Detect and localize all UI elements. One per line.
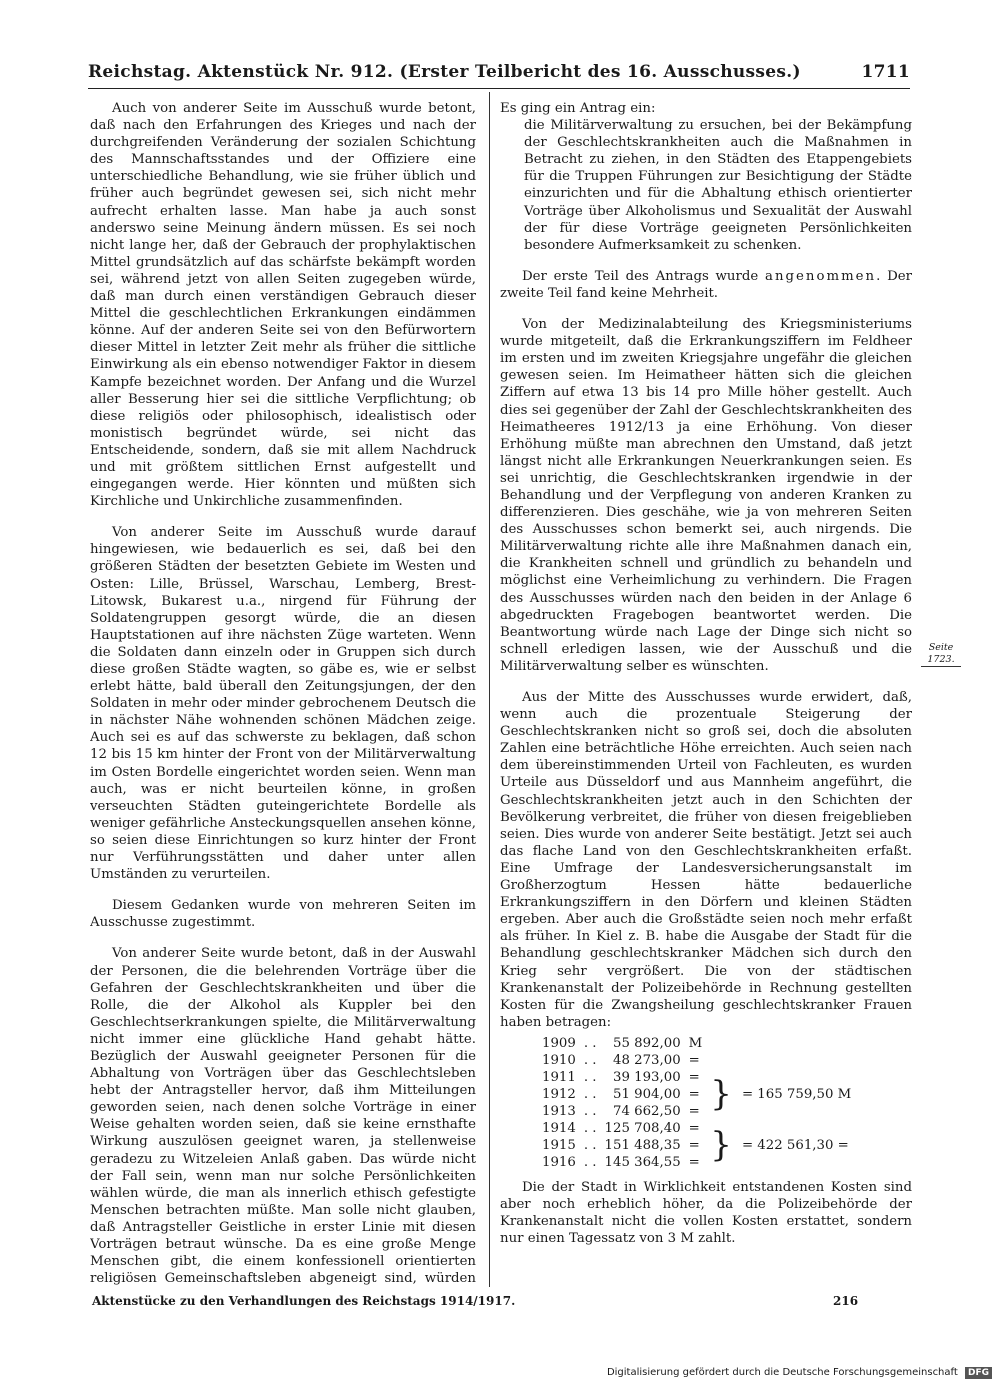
cost-amount: 151 488,35 [604, 1137, 681, 1153]
cost-dots: . . [583, 1120, 597, 1136]
cost-dots: . . [583, 1086, 597, 1102]
left-paragraph-1: Auch von anderer Seite im Ausschuß wurde betont, daß nach den Erfahrungen des Krieges und nach der durchgreifenden Veränderung der sozialen Schichtung des Mannschaftsstandes und der Offiziere eine unterschiedliche Behandlung, wie sie früher üblich und früher auch begründet gewesen sei, sich nicht mehr aufrecht erhalten lasse. Man habe ja auch sonst anderswo seine Meinung ändern müssen. Es sei noch nicht lange her, daß der Gebrauch der prophylaktischen Mittel grundsätzlich auf das schärfste bekämpft worden sei, während jetzt von allen Seiten zugegeben würde, daß man durch einen verständigen Gebrauch dieser Mittel die geschlechtlichen Erkrankungen eindämmen könne. Auf der anderen Seite sei von den Befürwortern dieser Mittel in letzter Zeit mehr als früher die sittliche Einwirkung als ein ebenso notwendiger Faktor in diesem Kampfe bezeichnet worden. Der Anfang und die Wurzel aller Besserung hier sei die sittliche Verpflichtung; ob diese religiös oder philosophisch, idealistisch oder monistisch begründet würde, sei nicht das Entscheidende, sondern, daß sie mit allem Nachdruck und mit größtem sittlichen Ernst aufgestellt und eingegangen werde. Hier könnten und müßten sich Kirchliche und Unkirchliche zusammenfinden. [90, 101, 476, 510]
motion-result-pre: Der erste Teil des Antrags wurde [522, 268, 766, 284]
cost-year: 1911 [542, 1069, 576, 1085]
motion-intro: Es ging ein Antrag ein: [500, 101, 656, 116]
cost-amount: 74 662,50 [612, 1103, 681, 1119]
footer-publication: Aktenstücke zu den Verhandlungen des Reichstags 1914/1917. [92, 1294, 516, 1308]
brace-glyph: } [710, 1074, 732, 1115]
right-paragraph-reply: Aus der Mitte des Ausschusses wurde erwidert, daß, wenn auch die prozentuale Steigerung der Geschlechtskranken nicht so groß sei, doch die absoluten Zahlen eine beträchtliche Höhe erreichten. Auch seien nach dem übereinstimmenden Urteil von Fachleuten, es wurden Urteile aus Düsseldorf und aus Mannheim angeführt, die Geschlechtskrankheiten jetzt auch in den Schichten der Bevölkerung verbreitet, die früher von diesen freigeblieben seien. Dies wurde von anderer Seite bestätigt. Jetzt sei auch das flache Land von den Geschlechtskrankheiten erfaßt. Eine Umfrage der Landesversicherungsanstalt im Großherzogtum Hessen hätte bedauerliche Erkrankungsziffern in den Dörfern und kleinen Städten ergeben. Aber auch die Großstädte seien noch mehr erfaßt als früher. In Kiel z. B. habe die Ausgabe der Stadt für die Behandlung geschlechtskranker Mädchen sich durch den Krieg sehr vergrößert. Die von der städtischen Krankenanstalt der Polizeibehörde in Rechnung gestellten Kosten für die Zwangsheilung geschlechtskranker Frauen haben betragen: [500, 690, 912, 1030]
cost-amount: 125 708,40 [604, 1120, 681, 1136]
margin-page-reference [921, 642, 961, 667]
cost-year: 1914 [542, 1120, 576, 1136]
cost-year: 1909 [542, 1035, 576, 1051]
page-number: 1711 [861, 62, 910, 82]
cost-dots: . . [583, 1103, 597, 1119]
cost-amount: 48 273,00 [612, 1052, 681, 1068]
margin-note-page: 1723. [921, 654, 961, 667]
header-rule [88, 88, 910, 89]
cost-dots: . . [583, 1154, 597, 1170]
motion-result-accepted: angenommen [765, 268, 877, 284]
cost-year: 1910 [542, 1052, 576, 1068]
cost-amount: 39 193,00 [612, 1069, 681, 1085]
cost-unit: = [688, 1069, 700, 1085]
cost-amount: 51 904,00 [612, 1086, 681, 1102]
cost-unit: = [688, 1052, 700, 1068]
cost-row [538, 1120, 855, 1137]
cost-dots: . . [583, 1035, 597, 1051]
cost-dots: . . [583, 1069, 597, 1085]
cost-amount: 145 364,55 [604, 1154, 681, 1170]
cost-row [538, 1069, 855, 1086]
page-header [0, 62, 910, 86]
cost-year: 1912 [542, 1086, 576, 1102]
cost-row [538, 1052, 855, 1069]
right-paragraph-closing: Die der Stadt in Wirklichkeit entstandenen Kosten sind aber noch erheblich höher, da die Polizeibehörde der Krankenanstalt nicht die vollen Kosten erstattet, sondern nur einen Tagessatz von 3 M zahlt. [500, 1179, 912, 1247]
left-paragraph-4: Von anderer Seite wurde betont, daß in der Auswahl der Personen, die die belehrenden Vorträge über die Gefahren der Geschlechtskrankheiten und über die Rolle, die der Alkohol als Kuppler bei den Geschlechtserkrankungen spielte, die Militärverwaltung nicht immer eine glückliche Hand gehabt hätte. Bezüglich der Auswahl geeigneter Personen für die Abhaltung von Vorträgen über das Geschlechtsleben hebt der Antragsteller hervor, daß ihm Mitteilungen geworden seien, nach denen solche Vorträge in einer Weise gehalten worden seien, daß sie keine ernsthafte Wirkung auszulösen geeignet waren, ja stellenweise geradezu zu Witzeleien Anlaß gaben. Das würde nicht der Fall sein, wenn man nur solche Persönlichkeiten wählen würde, die man als innerlich ethisch gefestigte Menschen betrachten müßte. Man solle nicht glauben, daß Antragsteller Geistliche in erster Linie mit diesen Vorträgen betraut wünsche. Da es eine große Menge Menschen gibt, die einem konfessionell orientierten religiösen Gemeinschaftsleben abgeneigt sind, würden [90, 946, 476, 1285]
cost-unit: = [688, 1137, 700, 1153]
cost-unit: = [688, 1120, 700, 1136]
left-paragraph-3: Diesem Gedanken wurde von mehreren Seiten im Ausschusse zugestimmt. [90, 898, 476, 931]
cost-sum-1914-1916: = 422 561,30 = [741, 1137, 849, 1153]
cost-unit: = [688, 1086, 700, 1102]
cost-year: 1915 [542, 1137, 576, 1153]
right-paragraph-ministry: Von der Medizinalabteilung des Kriegsministeriums wurde mitgeteilt, daß die Erkrankungsziffern im Feldheer im ersten und im zweiten Kriegsjahre ungefähr die gleichen gewesen seien. Im Heimatheer hätten sich die gleichen Ziffern auf etwa 13 bis 14 pro Mille höher gestellt. Auch dies sei gegenüber der Zahl der Geschlechtskrankheiten des Heimatheeres 1912/13 ja eine Erhöhung. Von dieser Erhöhung müßte man abrechnen den Umstand, daß jetzt längst nicht alle Erkrankungen Neuerkrankungen seien. Es sei unrichtig, die Geschlechtskranken irgendwie in der Behandlung und der Verpflegung von anderen Kranken zu differenzieren. Dies geschähe, wie ja von mehreren Seiten des Ausschusses schon bemerkt sei, auch nirgends. Die Militärverwaltung richte alle ihre Maßnahmen danach ein, die Krankheiten schnell und gründlich zu behandeln und möglichst eine Verheimlichung zu verhindern. Die Fragen des Ausschusses würden nach den beiden in der Anlage 6 abgedruckten Fragebogen beantwortet werden. Die Beantwortung würde nach Lage der Dinge sich nicht so schnell erledigen lassen, wie der Ausschuß und die Militärverwaltung selber es wünschten. [500, 317, 912, 674]
page-header-title: Reichstag. Aktenstück Nr. 912. (Erster Teilbericht des 16. Ausschusses.) [88, 62, 801, 82]
footer-sheet-number: 216 [833, 1294, 859, 1308]
motion-result-post: . Der zweite Teil fand keine Mehrheit. [500, 268, 912, 301]
cost-amount: 55 892,00 [612, 1035, 681, 1051]
cost-sum-1911-1913: = 165 759,50 M [741, 1086, 852, 1102]
digitization-credit [600, 1367, 992, 1381]
cost-dots: . . [583, 1137, 597, 1153]
brace-glyph: } [710, 1125, 732, 1166]
left-paragraph-2: Von anderer Seite im Ausschuß wurde darauf hingewiesen, wie bedauerlich es sei, daß bei den größeren Städten der besetzten Gebiete im Westen und Osten: Lille, Brüssel, Warschau, Lemberg, Brest-Litowsk, Bukarest u.a., nirgend für Führung der Soldatengruppen gesorgt würde, die an diesen Hauptstationen auf ihre nächsten Züge warteten. Wenn die Soldaten dann einzeln oder in Gruppen sich durch diese großen Städte wagten, so gäbe es, wie er selbst erlebt hätte, bald überall den Zeitungsjungen, der den Soldaten in mehr oder minder gebrochenem Deutsch die in nächster Nähe wohnenden schönen Mädchen zeige. Auch sei es auf das schwerste zu beklagen, daß schon 12 bis 15 km hinter der Front von der Militärverwaltung im Osten Bordelle eingerichtet worden seien. Wenn man auch, was er nicht beurteilen könne, in großen verseuchten Städten guteingerichtete Bordelle als weniger gefährliche Ansteckungsquellen ansehen könne, so seien diese Einrichtungen so kurz hinter der Front nur Verführungsstätten und daher unter allen Umständen zu verurteilen. [90, 525, 476, 883]
digitization-text: Digitalisierung gefördert durch die Deutsche Forschungsgemeinschaft [606, 1367, 958, 1378]
cost-year: 1913 [542, 1103, 576, 1119]
cost-unit: M [688, 1035, 703, 1051]
cost-unit: = [688, 1154, 700, 1170]
right-column [500, 100, 912, 1285]
cost-year: 1916 [542, 1154, 576, 1170]
motion-text: die Militärverwaltung zu ersuchen, bei der Bekämpfung der Geschlechtskrankheiten auch die Maßnahmen in Betracht zu ziehen, in den Städten des Etappengebiets für die Truppen Führungen zur Besichtigung der Städte einzurichten und für die Abhaltung ethisch orientierter Vorträge über Alkoholismus und Sexualität der Auswahl der für diese Vorträge geeigneten Persönlichkeiten besondere Aufmerksamkeit zu schenken. [524, 118, 912, 253]
left-column [90, 100, 476, 1285]
motion-result [500, 268, 912, 302]
cost-unit: = [688, 1103, 700, 1119]
cost-dots: . . [583, 1052, 597, 1068]
column-divider [489, 92, 490, 1287]
margin-note-label: Seite [928, 642, 954, 653]
cost-table [538, 1035, 855, 1171]
cost-row [538, 1035, 855, 1052]
dfg-logo: DFG [965, 1367, 992, 1379]
